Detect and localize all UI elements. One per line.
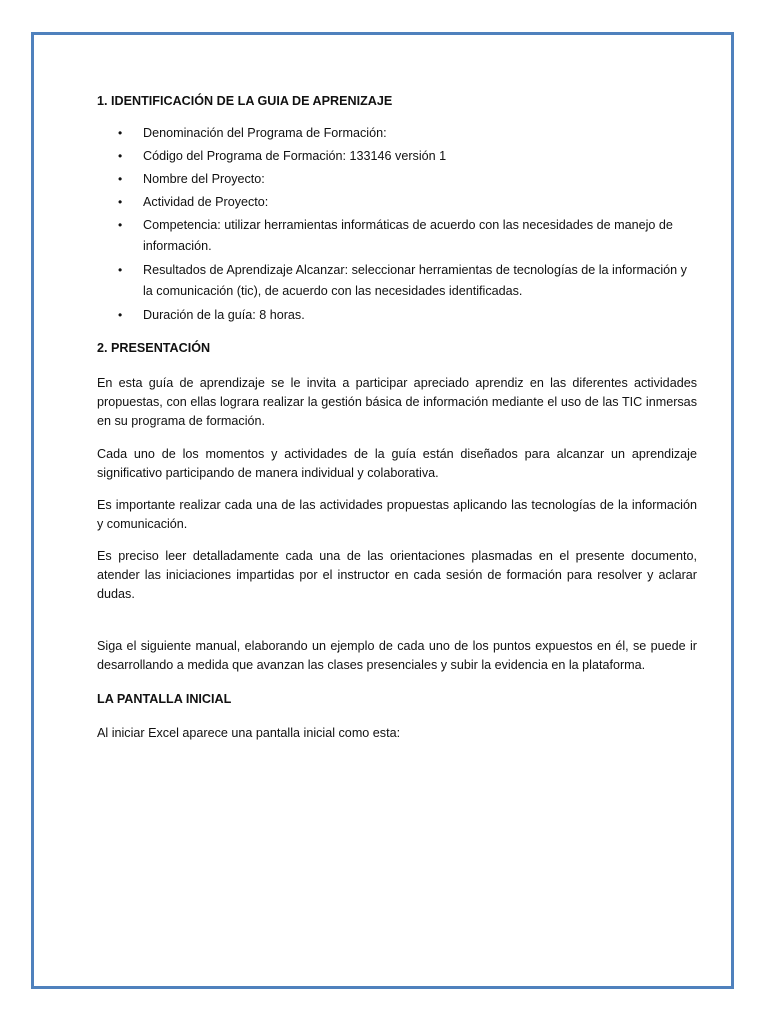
- list-item: [97, 169, 697, 189]
- list-item: [97, 260, 697, 302]
- list-item-text: Nombre del Proyecto:: [143, 172, 265, 186]
- bullet-icon: •: [118, 308, 123, 322]
- list-item-text: Competencia: utilizar herramientas informáticas de acuerdo con las necesidades de manejo de información.: [143, 218, 673, 253]
- document-body: [97, 92, 697, 743]
- section-heading-presentacion: 2. PRESENTACIÓN: [97, 341, 211, 355]
- paragraph: Es preciso leer detalladamente cada una de las orientaciones plasmadas en el presente documento, atender las iniciaciones impartidas por el instructor en cada sesión de formación para resolver y aclarar dudas.: [97, 549, 697, 601]
- list-item-text: Código del Programa de Formación: 133146 versión 1: [143, 149, 447, 163]
- bullet-icon: •: [118, 172, 123, 186]
- list-item: [97, 305, 697, 325]
- list-item: [97, 192, 697, 212]
- list-item-text: Denominación del Programa de Formación:: [143, 126, 387, 140]
- paragraph: Cada uno de los momentos y actividades de la guía están diseñados para alcanzar un aprendizaje significativo participando de manera individual y colaborativa.: [97, 447, 697, 480]
- list-item-text: Actividad de Proyecto:: [143, 195, 269, 209]
- bullet-icon: •: [118, 149, 123, 163]
- section-heading-pantalla-inicial: LA PANTALLA INICIAL: [97, 692, 232, 706]
- list-item-text: Duración de la guía: 8 horas.: [143, 308, 305, 322]
- bullet-icon: •: [118, 218, 123, 232]
- paragraph: Al iniciar Excel aparece una pantalla inicial como esta:: [97, 726, 401, 740]
- list-item: [97, 146, 697, 166]
- paragraph: Es importante realizar cada una de las actividades propuestas aplicando las tecnologías de la información y comunicación.: [97, 498, 697, 531]
- bullet-icon: •: [118, 126, 123, 140]
- list-item: [97, 123, 697, 143]
- paragraph: En esta guía de aprendizaje se le invita a participar apreciado aprendiz en las diferentes actividades propuestas, con ellas lograra realizar la gestión básica de información mediante el uso de las TIC inmersas en su programa de formación.: [97, 376, 697, 428]
- identificacion-list: [97, 123, 697, 325]
- paragraph: Siga el siguiente manual, elaborando un ejemplo de cada uno de los puntos expuestos en él, se puede ir desarrollando a medida que avanzan las clases presenciales y subir la evidencia en la plataforma.: [97, 639, 697, 672]
- list-item: [97, 215, 697, 257]
- section-heading-identificacion: 1. IDENTIFICACIÓN DE LA GUIA DE APRENIZAJE: [97, 94, 393, 108]
- list-item-text: Resultados de Aprendizaje Alcanzar: seleccionar herramientas de tecnologías de la información y la comunicación (tic), de acuerdo con las necesidades identificadas.: [143, 263, 687, 298]
- bullet-icon: •: [118, 263, 123, 277]
- bullet-icon: •: [118, 195, 123, 209]
